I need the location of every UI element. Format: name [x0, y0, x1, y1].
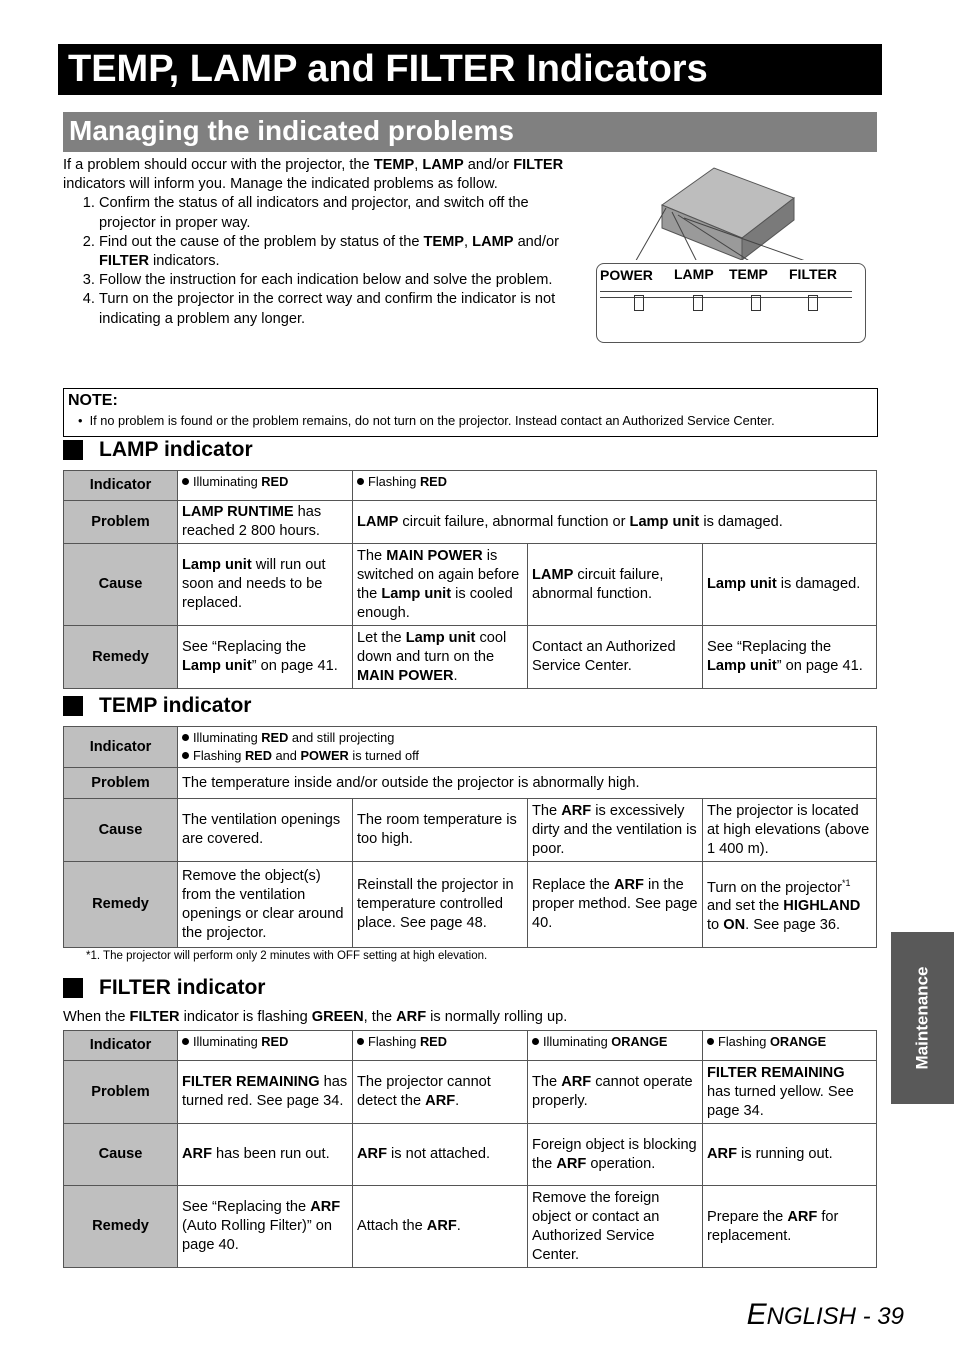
row-label: Remedy	[64, 1186, 178, 1268]
square-bullet-icon	[63, 978, 83, 998]
lamp-heading: LAMP indicator	[63, 438, 253, 462]
table-row	[64, 1031, 877, 1061]
note-heading: NOTE:	[68, 392, 118, 409]
problem-cell: The ARF cannot operate properly.	[528, 1061, 703, 1124]
row-label: Problem	[64, 501, 178, 544]
table-row	[64, 1186, 877, 1268]
power-label: POWER	[600, 267, 653, 283]
intro-text	[63, 156, 578, 329]
problem-cell: FILTER REMAINING has turned yellow. See page 34.	[703, 1061, 877, 1124]
cause-cell: The ventilation openings are covered.	[178, 799, 353, 862]
indicator-cell: Illuminating ORANGE	[528, 1031, 703, 1061]
panel-line	[600, 291, 852, 292]
indicator-figure	[594, 160, 872, 346]
problem-cell: FILTER REMAINING has turned red. See page 34.	[178, 1061, 353, 1124]
remedy-cell: Let the Lamp unit cool down and turn on the MAIN POWER.	[353, 626, 528, 689]
cause-cell: ARF is not attached.	[353, 1124, 528, 1186]
remedy-cell: See “Replacing the ARF (Auto Rolling Filter)” on page 40.	[178, 1186, 353, 1268]
row-label: Indicator	[64, 1031, 178, 1061]
row-label: Remedy	[64, 862, 178, 948]
remedy-cell: Attach the ARF.	[353, 1186, 528, 1268]
cause-cell: ARF has been run out.	[178, 1124, 353, 1186]
filter-intro: When the FILTER indicator is flashing GREEN, the ARF is normally rolling up.	[63, 1009, 568, 1025]
row-label: Problem	[64, 1061, 178, 1124]
page-number: ENGLISH - 39	[746, 1298, 904, 1331]
temp-led	[751, 295, 761, 311]
remedy-cell: See “Replacing the Lamp unit” on page 41.	[703, 626, 877, 689]
table-row	[64, 501, 877, 544]
projector-illustration	[594, 160, 872, 260]
indicator-cell: Flashing ORANGE	[703, 1031, 877, 1061]
intro-step: 3. Follow the instruction for each indication below and solve the problem.	[99, 271, 578, 290]
temp-label: TEMP	[729, 266, 768, 282]
temp-table	[63, 726, 877, 948]
page-title: TEMP, LAMP and FILTER Indicators	[58, 44, 882, 95]
lamp-led	[693, 295, 703, 311]
cause-cell: The ARF is excessively dirty and the ventilation is poor.	[528, 799, 703, 862]
problem-cell: The temperature inside and/or outside the projector is abnormally high.	[178, 768, 877, 799]
note-text: • If no problem is found or the problem remains, do not turn on the projector. Instead contact an Authorized Service Center.	[78, 413, 775, 428]
intro-step: 4. Turn on the projector in the correct way and confirm the indicator is not indicating a problem any longer.	[99, 290, 578, 328]
cause-cell: The MAIN POWER is switched on again before the Lamp unit is cooled enough.	[353, 544, 528, 626]
cause-cell: LAMP circuit failure, abnormal function.	[528, 544, 703, 626]
indicator-cell: Illuminating RED and still projecting Flashing RED and POWER is turned off	[178, 727, 877, 768]
power-led	[634, 295, 644, 311]
table-row	[64, 471, 877, 501]
row-label: Cause	[64, 544, 178, 626]
intro-step: 2. Find out the cause of the problem by status of the TEMP, LAMP and/or FILTER indicators.	[99, 233, 578, 271]
filter-label: FILTER	[789, 266, 837, 282]
cause-cell: Lamp unit is damaged.	[703, 544, 877, 626]
problem-cell: The projector cannot detect the ARF.	[353, 1061, 528, 1124]
problem-cell: LAMP circuit failure, abnormal function or Lamp unit is damaged.	[353, 501, 877, 544]
indicator-cell: Flashing RED	[353, 1031, 528, 1061]
filter-table	[63, 1030, 877, 1268]
cause-cell: The room temperature is too high.	[353, 799, 528, 862]
table-row	[64, 727, 877, 768]
remedy-cell: See “Replacing the Lamp unit” on page 41.	[178, 626, 353, 689]
cause-cell: ARF is running out.	[703, 1124, 877, 1186]
remedy-cell: Remove the object(s) from the ventilation openings or clear around the projector.	[178, 862, 353, 948]
square-bullet-icon	[63, 696, 83, 716]
filter-led	[808, 295, 818, 311]
cause-cell: The projector is located at high elevations (above 1 400 m).	[703, 799, 877, 862]
lamp-table	[63, 470, 877, 689]
bullet-icon	[182, 752, 189, 759]
bullet-icon	[182, 1038, 189, 1045]
remedy-cell: Remove the foreign object or contact an Authorized Service Center.	[528, 1186, 703, 1268]
row-label: Indicator	[64, 727, 178, 768]
note-box	[63, 388, 878, 437]
row-label: Cause	[64, 799, 178, 862]
remedy-cell: Prepare the ARF for replacement.	[703, 1186, 877, 1268]
intro-steps	[99, 194, 578, 328]
remedy-cell: Turn on the projector$^{*1}$ and set the HIGHLAND to ON. See page 36.	[703, 862, 877, 948]
bullet-icon	[357, 478, 364, 485]
table-row	[64, 768, 877, 799]
bullet-icon	[357, 1038, 364, 1045]
row-label: Problem	[64, 768, 178, 799]
table-row	[64, 799, 877, 862]
row-label: Remedy	[64, 626, 178, 689]
cause-cell: Foreign object is blocking the ARF operation.	[528, 1124, 703, 1186]
indicator-cell: Illuminating RED	[178, 471, 353, 501]
bullet-icon	[707, 1038, 714, 1045]
remedy-cell: Replace the ARF in the proper method. See page 40.	[528, 862, 703, 948]
section-title: Managing the indicated problems	[63, 112, 877, 152]
intro-paragraph: If a problem should occur with the projector, the TEMP, LAMP and/or FILTER indicators will inform you. Manage the indicated problems as follow.	[63, 157, 564, 193]
cause-cell: Lamp unit will run out soon and needs to be replaced.	[178, 544, 353, 626]
table-row	[64, 1061, 877, 1124]
filter-heading: FILTER indicator	[63, 976, 265, 1000]
row-label: Cause	[64, 1124, 178, 1186]
table-row	[64, 862, 877, 948]
bullet-icon	[182, 734, 189, 741]
table-row	[64, 1124, 877, 1186]
maintenance-tab[interactable]: Maintenance	[891, 932, 954, 1104]
problem-cell: LAMP RUNTIME has reached 2 800 hours.	[178, 501, 353, 544]
remedy-cell: Reinstall the projector in temperature controlled place. See page 48.	[353, 862, 528, 948]
indicator-cell: Illuminating RED	[178, 1031, 353, 1061]
table-row	[64, 626, 877, 689]
intro-step: 1. Confirm the status of all indicators and projector, and switch off the projector in proper way.	[99, 194, 578, 232]
square-bullet-icon	[63, 440, 83, 460]
indicator-cell: Flashing RED	[353, 471, 877, 501]
footnote: *1. The projector will perform only 2 minutes with OFF setting at high elevation.	[86, 950, 488, 962]
bullet-icon	[532, 1038, 539, 1045]
remedy-cell: Contact an Authorized Service Center.	[528, 626, 703, 689]
bullet-icon	[182, 478, 189, 485]
lamp-label: LAMP	[674, 266, 714, 282]
table-row	[64, 544, 877, 626]
temp-heading: TEMP indicator	[63, 694, 251, 718]
row-label: Indicator	[64, 471, 178, 501]
